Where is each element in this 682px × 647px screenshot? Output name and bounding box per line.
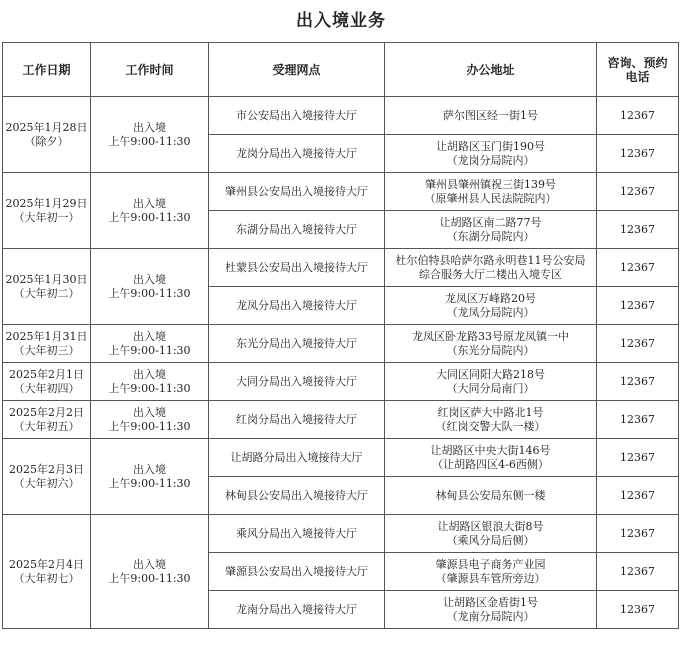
table-row [3, 249, 679, 287]
office-address-line1: 肇州县肇州镇祝三街139号 [425, 177, 556, 191]
table-row [3, 97, 679, 135]
work-time-cell [91, 325, 209, 363]
work-date: 2025年1月31日 [5, 329, 88, 343]
service-site: 肇源县公安局出入境接待大厅 [209, 553, 385, 591]
holiday-note: （大年初一） [13, 210, 80, 224]
work-time: 上午9:00-11:30 [108, 343, 191, 357]
office-address-line2: （让胡路四区4-6西侧） [432, 457, 549, 471]
service-site: 东光分局出入境接待大厅 [209, 325, 385, 363]
table-row [3, 173, 679, 211]
office-address-cell [385, 211, 597, 249]
office-address-line1: 让胡路区南二路77号 [439, 215, 542, 229]
office-address-line1: 红岗区萨大中路北1号 [437, 405, 544, 419]
work-date: 2025年1月29日 [5, 196, 88, 210]
office-address-line1: 肇源县电子商务产业园 [435, 557, 546, 571]
page-title: 出入境业务 [296, 11, 386, 31]
work-date: 2025年2月4日 [9, 557, 84, 571]
work-date-cell [3, 325, 91, 363]
work-date: 2025年1月28日 [5, 120, 88, 134]
office-address-cell [385, 515, 597, 553]
header-row [3, 43, 679, 97]
office-address-line1: 林甸县公安局东侧一楼 [435, 488, 546, 502]
holiday-note: （大年初三） [13, 343, 80, 357]
holiday-note: （大年初六） [13, 476, 80, 490]
office-address-line2: （大同分局南门） [446, 381, 535, 395]
office-address-cell [385, 363, 597, 401]
service-site: 让胡路分局出入境接待大厅 [209, 439, 385, 477]
table-row [3, 325, 679, 363]
office-address-line1: 龙凤区卧龙路33号原龙凤镇一中 [412, 329, 569, 343]
work-date: 2025年1月30日 [5, 272, 88, 286]
holiday-note: （大年初七） [13, 571, 80, 585]
service-site: 龙凤分局出入境接待大厅 [209, 287, 385, 325]
phone-number: 12367 [597, 249, 679, 287]
service-site: 龙岗分局出入境接待大厅 [209, 135, 385, 173]
business-type: 出入境 [133, 329, 166, 343]
work-date-cell [3, 363, 91, 401]
office-address-cell [385, 287, 597, 325]
work-date: 2025年2月2日 [9, 405, 84, 419]
service-site: 市公安局出入境接待大厅 [209, 97, 385, 135]
phone-number: 12367 [597, 363, 679, 401]
work-time: 上午9:00-11:30 [108, 210, 191, 224]
business-type: 出入境 [133, 120, 166, 134]
service-site: 龙南分局出入境接待大厅 [209, 591, 385, 629]
work-date-cell [3, 249, 91, 325]
office-address-cell [385, 401, 597, 439]
office-address-line2: 综合服务大厅二楼出入境专区 [419, 267, 562, 281]
holiday-note: （大年初二） [13, 286, 80, 300]
office-address-cell [385, 325, 597, 363]
business-type: 出入境 [133, 557, 166, 571]
office-address-line2: （东光分局院内） [446, 343, 535, 357]
phone-number: 12367 [597, 477, 679, 515]
office-address-line2: （龙南分局院内） [446, 609, 535, 623]
service-site: 东湖分局出入境接待大厅 [209, 211, 385, 249]
phone-number: 12367 [597, 135, 679, 173]
business-type: 出入境 [133, 367, 166, 381]
office-address-cell [385, 135, 597, 173]
business-type: 出入境 [133, 196, 166, 210]
work-time: 上午9:00-11:30 [108, 381, 191, 395]
business-type: 出入境 [133, 405, 166, 419]
header-phone-line1: 咨询、预约 [607, 55, 668, 70]
service-site: 大同分局出入境接待大厅 [209, 363, 385, 401]
office-address-line2: （红岗交警大队一楼） [435, 419, 546, 433]
office-address-cell [385, 553, 597, 591]
work-time: 上午9:00-11:30 [108, 134, 191, 148]
work-time: 上午9:00-11:30 [108, 419, 191, 433]
table-row [3, 439, 679, 477]
service-site: 杜蒙县公安局出入境接待大厅 [209, 249, 385, 287]
work-time-cell [91, 401, 209, 439]
schedule-table [2, 42, 679, 629]
header-phone [597, 43, 679, 97]
office-address-cell [385, 97, 597, 135]
work-time: 上午9:00-11:30 [108, 571, 191, 585]
phone-number: 12367 [597, 325, 679, 363]
work-date: 2025年2月3日 [9, 462, 84, 476]
office-address-line1: 让胡路区玉门街190号 [436, 139, 545, 153]
work-date: 2025年2月1日 [9, 367, 84, 381]
business-type: 出入境 [133, 272, 166, 286]
office-address-line2: （东湖分局院内） [446, 229, 535, 243]
work-time: 上午9:00-11:30 [108, 286, 191, 300]
work-date-cell [3, 173, 91, 249]
phone-number: 12367 [597, 591, 679, 629]
office-address-line1: 萨尔图区经一街1号 [443, 108, 538, 122]
office-address-line2: （龙凤分局院内） [446, 305, 535, 319]
business-type: 出入境 [133, 462, 166, 476]
phone-number: 12367 [597, 401, 679, 439]
office-address-line1: 大同区同阳大路218号 [436, 367, 545, 381]
office-address-line1: 让胡路区银浪大街8号 [437, 519, 544, 533]
phone-number: 12367 [597, 553, 679, 591]
office-address-line2: （肇源县车管所旁边） [435, 571, 546, 585]
service-site: 肇州县公安局出入境接待大厅 [209, 173, 385, 211]
header-time: 工作时间 [91, 43, 209, 97]
office-address-cell [385, 249, 597, 287]
office-address-line1: 让胡路区中央大街146号 [430, 443, 551, 457]
table-row [3, 363, 679, 401]
service-site: 乘风分局出入境接待大厅 [209, 515, 385, 553]
work-date-cell [3, 401, 91, 439]
holiday-note: （大年初五） [13, 419, 80, 433]
holiday-note: （大年初四） [13, 381, 80, 395]
work-time: 上午9:00-11:30 [108, 476, 191, 490]
work-time-cell [91, 97, 209, 173]
phone-number: 12367 [597, 211, 679, 249]
phone-number: 12367 [597, 173, 679, 211]
work-time-cell [91, 515, 209, 629]
work-date-cell [3, 515, 91, 629]
phone-number: 12367 [597, 515, 679, 553]
work-time-cell [91, 249, 209, 325]
work-date-cell [3, 439, 91, 515]
service-site: 红岗分局出入境接待大厅 [209, 401, 385, 439]
office-address-line2: （乘风分局后侧） [446, 533, 535, 547]
office-address-line2: （龙岗分局院内） [446, 153, 535, 167]
holiday-note: （除夕） [24, 134, 69, 148]
office-address-line1: 龙凤区万峰路20号 [445, 291, 536, 305]
header-site: 受理网点 [209, 43, 385, 97]
header-phone-line2: 电话 [625, 69, 650, 84]
table-row [3, 515, 679, 553]
work-time-cell [91, 439, 209, 515]
service-site: 林甸县公安局出入境接待大厅 [209, 477, 385, 515]
header-address: 办公地址 [385, 43, 597, 97]
office-address-cell [385, 173, 597, 211]
work-time-cell [91, 173, 209, 249]
office-address-line1: 杜尔伯特县哈萨尔路永明巷11号公安局 [395, 253, 586, 267]
phone-number: 12367 [597, 97, 679, 135]
header-date: 工作日期 [3, 43, 91, 97]
office-address-cell [385, 477, 597, 515]
work-time-cell [91, 363, 209, 401]
office-address-cell [385, 591, 597, 629]
office-address-line1: 让胡路区金盾街1号 [443, 595, 538, 609]
phone-number: 12367 [597, 439, 679, 477]
office-address-cell [385, 439, 597, 477]
phone-number: 12367 [597, 287, 679, 325]
office-address-line2: （原肇州县人民法院院内） [424, 191, 557, 205]
work-date-cell [3, 97, 91, 173]
table-row [3, 401, 679, 439]
